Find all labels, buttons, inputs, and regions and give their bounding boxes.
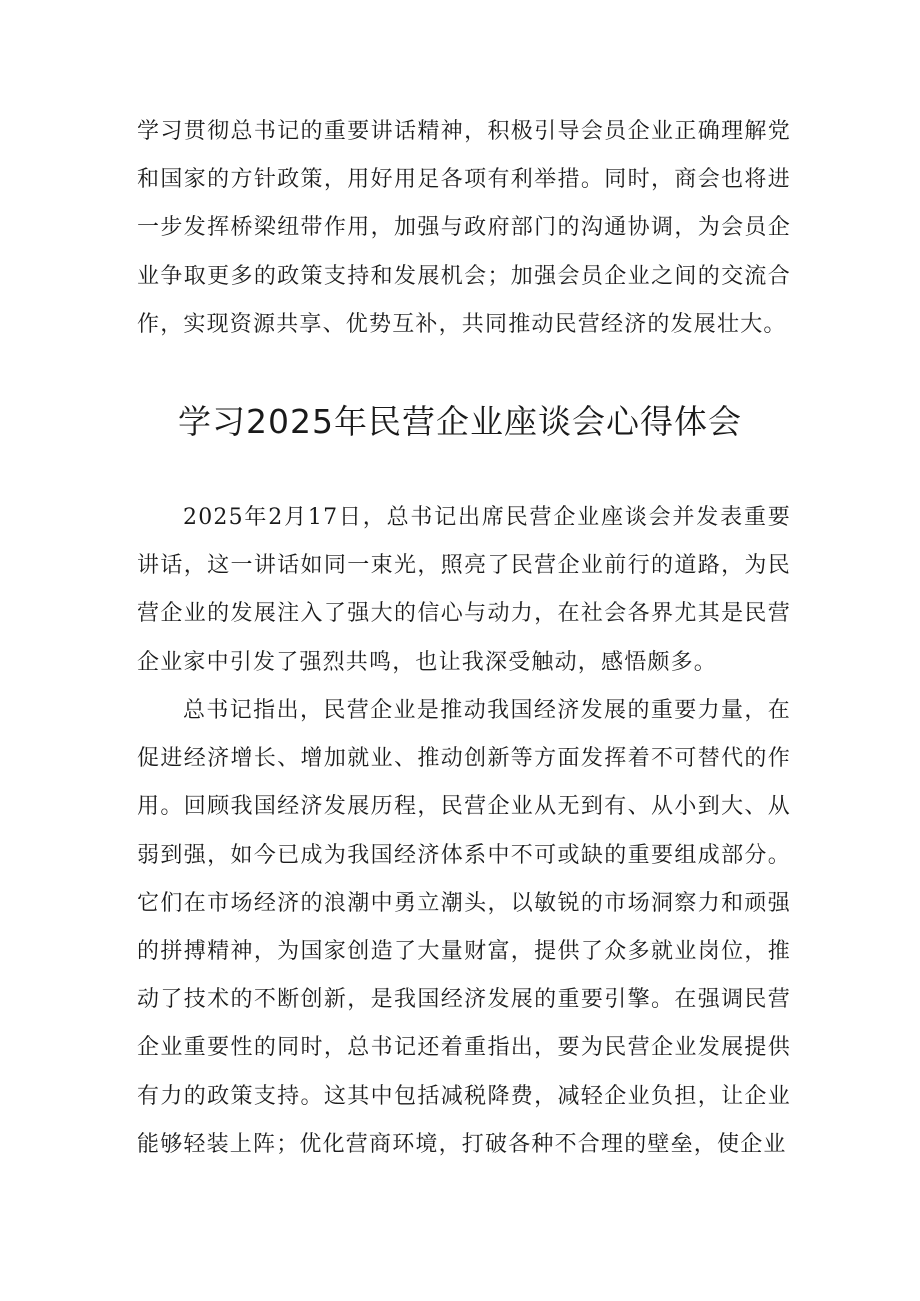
body-paragraph: 2025年2月17日，总书记出席民营企业座谈会并发表重要讲话，这一讲话如同一束光，照亮了民营企业前行的道路，为民营企业的发展注入了强大的信心与动力，在社会各界尤其是民营企业家中引发了强烈共鸣，也让我深受触动，感悟颇多。 [137,505,791,675]
continued-paragraph: 学习贯彻总书记的重要讲话精神，积极引导会员企业正确理解党和国家的方针政策，用好用足各项有利举措。同时，商会也将进一步发挥桥梁纽带作用，加强与政府部门的沟通协调，为会员企业争取更多的政策支持和发展机会；加强会员企业之间的交流合作，实现资源共享、优势互补，共同推动民营经济的发展壮大。 [137,119,791,337]
article-title: 学习2025年民营企业座谈会心得体会 [178,402,742,441]
body-paragraph: 总书记指出，民营企业是推动我国经济发展的重要力量，在促进经济增长、增加就业、推动创新等方面发挥着不可替代的作用。回顾我国经济发展历程，民营企业从无到有、从小到大、从弱到强，如今已成为我国经济体系中不可或缺的重要组成部分。它们在市场经济的浪潮中勇立潮头，以敏锐的市场洞察力和顽强的拼搏精神，为国家创造了大量财富，提供了众多就业岗位，推动了技术的不断创新，是我国经济发展的重要引擎。在强调民营企业重要性的同时，总书记还着重指出，要为民营企业发展提供有力的政策支持。这其中包括减税降费，减轻企业负担，让企业能够轻装上阵；优化营商环境，打破各种不合理的壁垒，使企业 [137,698,791,1157]
